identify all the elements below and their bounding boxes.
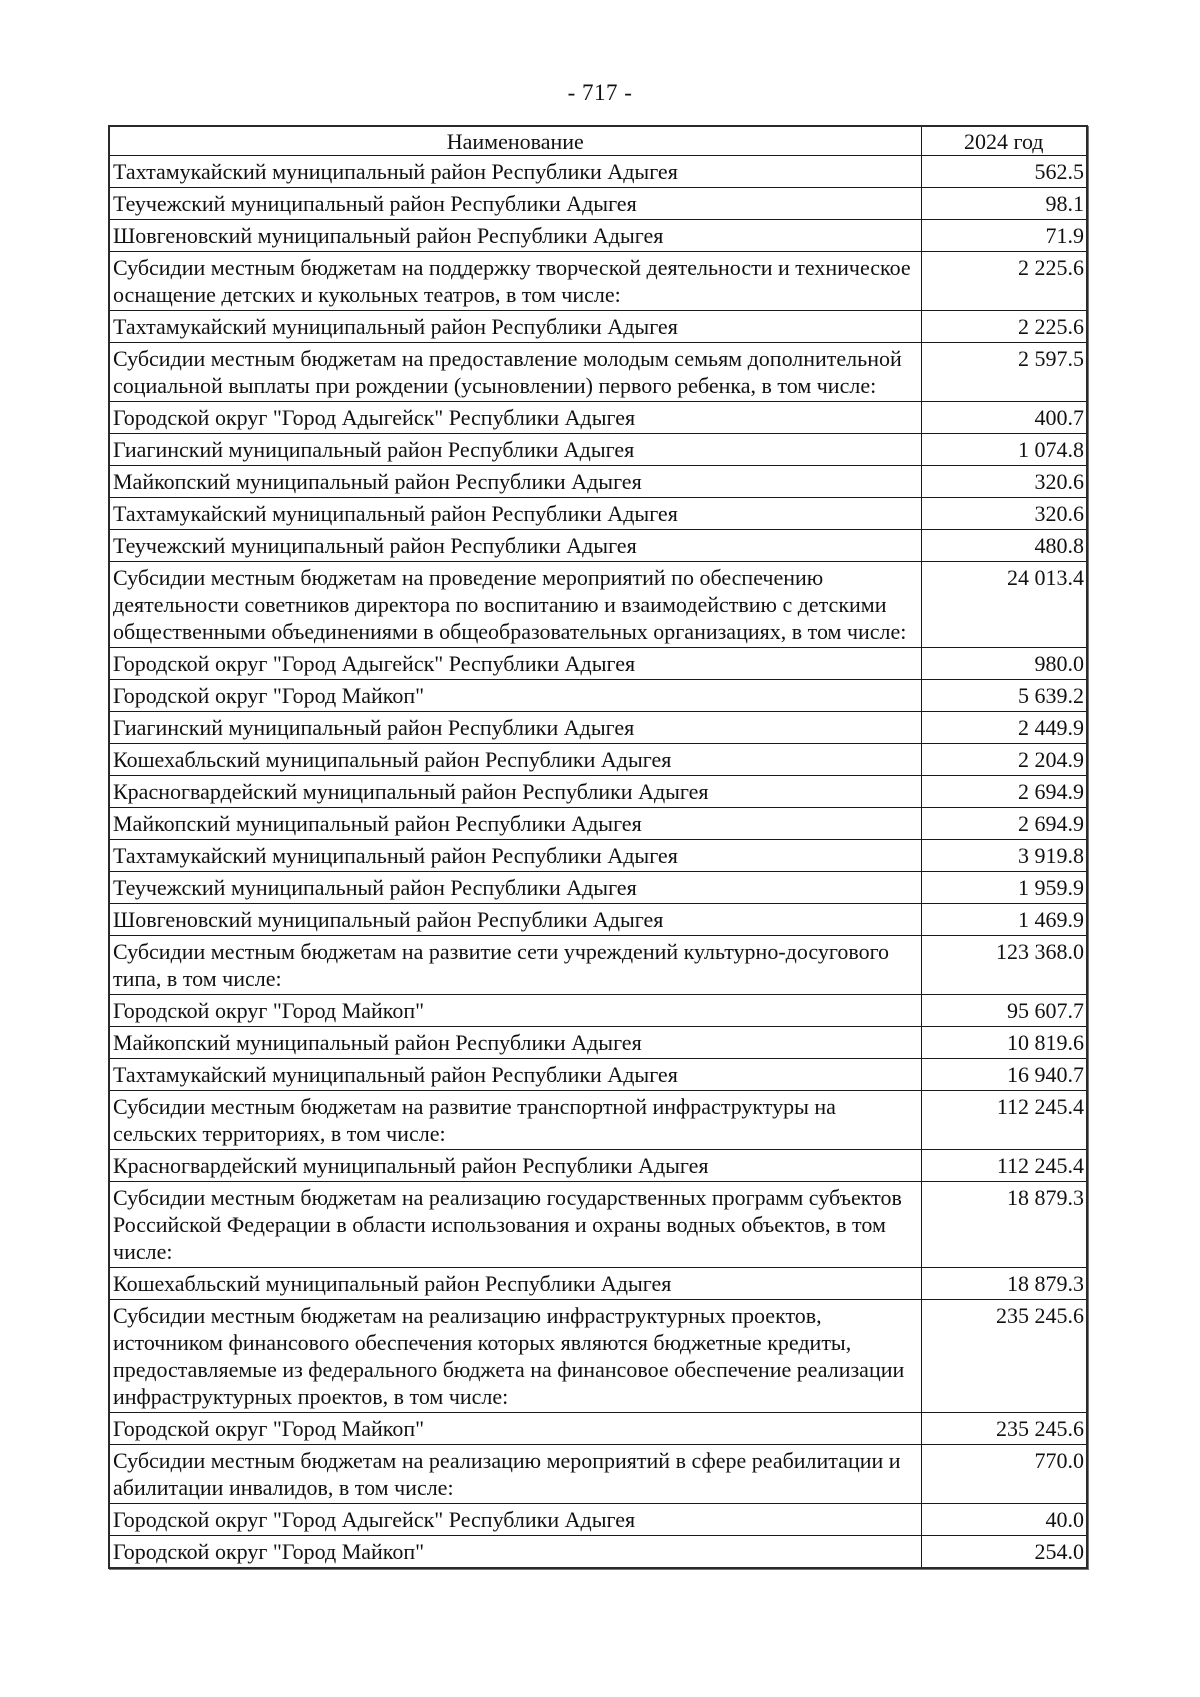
- row-value: 400.7: [921, 402, 1087, 434]
- table-row: [109, 1059, 1087, 1091]
- row-value: 562.5: [921, 156, 1087, 188]
- row-name: Тахтамукайский муниципальный район Республики Адыгея: [109, 840, 921, 872]
- row-name: Тахтамукайский муниципальный район Республики Адыгея: [109, 311, 921, 343]
- row-value: 71.9: [921, 220, 1087, 252]
- row-value: 235 245.6: [921, 1413, 1087, 1445]
- page-number: - 717 -: [567, 80, 633, 105]
- table-row: [109, 1182, 1087, 1268]
- row-value: 112 245.4: [921, 1150, 1087, 1182]
- table-row: [109, 252, 1087, 311]
- table-row: [109, 466, 1087, 498]
- row-value: 254.0: [921, 1536, 1087, 1569]
- row-value: 480.8: [921, 530, 1087, 562]
- row-value: 2 225.6: [921, 252, 1087, 311]
- table-row: [109, 402, 1087, 434]
- row-name: Шовгеновский муниципальный район Республики Адыгея: [109, 904, 921, 936]
- table-row: [109, 1091, 1087, 1150]
- row-value: 320.6: [921, 498, 1087, 530]
- table-row: [109, 808, 1087, 840]
- table-row: [109, 1536, 1087, 1569]
- table-row: [109, 220, 1087, 252]
- row-value: 10 819.6: [921, 1027, 1087, 1059]
- row-value: 1 074.8: [921, 434, 1087, 466]
- table-row: [109, 872, 1087, 904]
- row-value: 2 225.6: [921, 311, 1087, 343]
- table-row: [109, 680, 1087, 712]
- table-row: [109, 311, 1087, 343]
- row-name: Субсидии местным бюджетам на развитие сети учреждений культурно-досугового типа, в том числе:: [109, 936, 921, 995]
- table-header: [109, 126, 1087, 156]
- row-value: 24 013.4: [921, 562, 1087, 648]
- row-name: Городской округ "Город Адыгейск" Республики Адыгея: [109, 1504, 921, 1536]
- table-row: [109, 1300, 1087, 1413]
- table-row: [109, 562, 1087, 648]
- row-name: Субсидии местным бюджетам на проведение мероприятий по обеспечению деятельности советников директора по воспитанию и взаимодействию с детскими общественными объединениями в общеобразовательных организациях, в том числе:: [109, 562, 921, 648]
- table-row: [109, 712, 1087, 744]
- table-row: [109, 1413, 1087, 1445]
- row-value: 3 919.8: [921, 840, 1087, 872]
- table-row: [109, 1027, 1087, 1059]
- row-value: 95 607.7: [921, 995, 1087, 1027]
- row-name: Городской округ "Город Майкоп": [109, 680, 921, 712]
- row-name: Субсидии местным бюджетам на реализацию инфраструктурных проектов, источником финансового обеспечения которых являются бюджетные кредиты, предоставляемые из федерального бюджета на финансовое обеспечение реализации инфраструктурных проектов, в том числе:: [109, 1300, 921, 1413]
- row-name: Кошехабльский муниципальный район Республики Адыгея: [109, 1268, 921, 1300]
- row-name: Майкопский муниципальный район Республики Адыгея: [109, 466, 921, 498]
- row-name: Городской округ "Город Майкоп": [109, 995, 921, 1027]
- row-name: Теучежский муниципальный район Республики Адыгея: [109, 188, 921, 220]
- row-name: Шовгеновский муниципальный район Республики Адыгея: [109, 220, 921, 252]
- row-value: 320.6: [921, 466, 1087, 498]
- row-value: 16 940.7: [921, 1059, 1087, 1091]
- row-name: Кошехабльский муниципальный район Республики Адыгея: [109, 744, 921, 776]
- row-value: 1 469.9: [921, 904, 1087, 936]
- table-row: [109, 530, 1087, 562]
- table-row: [109, 840, 1087, 872]
- table-row: [109, 776, 1087, 808]
- row-value: 2 204.9: [921, 744, 1087, 776]
- column-header-year: 2024 год: [921, 126, 1087, 156]
- row-name: Субсидии местным бюджетам на реализацию мероприятий в сфере реабилитации и абилитации инвалидов, в том числе:: [109, 1445, 921, 1504]
- row-name: Субсидии местным бюджетам на предоставление молодым семьям дополнительной социальной выплаты при рождении (усыновлении) первого ребенка, в том числе:: [109, 343, 921, 402]
- row-name: Майкопский муниципальный район Республики Адыгея: [109, 808, 921, 840]
- row-value: 40.0: [921, 1504, 1087, 1536]
- row-value: 980.0: [921, 648, 1087, 680]
- row-value: 770.0: [921, 1445, 1087, 1504]
- row-name: Субсидии местным бюджетам на развитие транспортной инфраструктуры на сельских территориях, в том числе:: [109, 1091, 921, 1150]
- table-row: [109, 498, 1087, 530]
- row-value: 2 694.9: [921, 776, 1087, 808]
- row-value: 123 368.0: [921, 936, 1087, 995]
- row-name: Тахтамукайский муниципальный район Республики Адыгея: [109, 156, 921, 188]
- column-header-name: Наименование: [109, 126, 921, 156]
- row-name: Городской округ "Город Майкоп": [109, 1536, 921, 1569]
- header-row: [109, 126, 1087, 156]
- table-row: [109, 648, 1087, 680]
- row-value: 2 694.9: [921, 808, 1087, 840]
- table-row: [109, 904, 1087, 936]
- table-row: [109, 1150, 1087, 1182]
- table-row: [109, 1504, 1087, 1536]
- table-row: [109, 156, 1087, 188]
- row-value: 235 245.6: [921, 1300, 1087, 1413]
- row-name: Майкопский муниципальный район Республики Адыгея: [109, 1027, 921, 1059]
- table-row: [109, 1268, 1087, 1300]
- row-name: Городской округ "Город Адыгейск" Республики Адыгея: [109, 648, 921, 680]
- row-name: Гиагинский муниципальный район Республики Адыгея: [109, 434, 921, 466]
- table-row: [109, 188, 1087, 220]
- row-name: Красногвардейский муниципальный район Республики Адыгея: [109, 1150, 921, 1182]
- table-row: [109, 1445, 1087, 1504]
- row-name: Красногвардейский муниципальный район Республики Адыгея: [109, 776, 921, 808]
- row-name: Субсидии местным бюджетам на реализацию государственных программ субъектов Российской Федерации в области использования и охраны водных объектов, в том числе:: [109, 1182, 921, 1268]
- row-value: 18 879.3: [921, 1182, 1087, 1268]
- row-value: 112 245.4: [921, 1091, 1087, 1150]
- row-name: Тахтамукайский муниципальный район Республики Адыгея: [109, 1059, 921, 1091]
- row-name: Городской округ "Город Майкоп": [109, 1413, 921, 1445]
- row-value: 18 879.3: [921, 1268, 1087, 1300]
- row-name: Городской округ "Город Адыгейск" Республики Адыгея: [109, 402, 921, 434]
- table-row: [109, 995, 1087, 1027]
- row-name: Гиагинский муниципальный район Республики Адыгея: [109, 712, 921, 744]
- row-value: 2 449.9: [921, 712, 1087, 744]
- table-row: [109, 936, 1087, 995]
- table-row: [109, 434, 1087, 466]
- row-value: 5 639.2: [921, 680, 1087, 712]
- table-body: [109, 156, 1087, 1569]
- row-name: Субсидии местным бюджетам на поддержку творческой деятельности и техническое оснащение детских и кукольных театров, в том числе:: [109, 252, 921, 311]
- table-row: [109, 744, 1087, 776]
- row-name: Тахтамукайский муниципальный район Республики Адыгея: [109, 498, 921, 530]
- row-name: Теучежский муниципальный район Республики Адыгея: [109, 872, 921, 904]
- budget-table: [108, 125, 1088, 1569]
- table-row: [109, 343, 1087, 402]
- row-value: 98.1: [921, 188, 1087, 220]
- row-value: 2 597.5: [921, 343, 1087, 402]
- row-value: 1 959.9: [921, 872, 1087, 904]
- row-name: Теучежский муниципальный район Республики Адыгея: [109, 530, 921, 562]
